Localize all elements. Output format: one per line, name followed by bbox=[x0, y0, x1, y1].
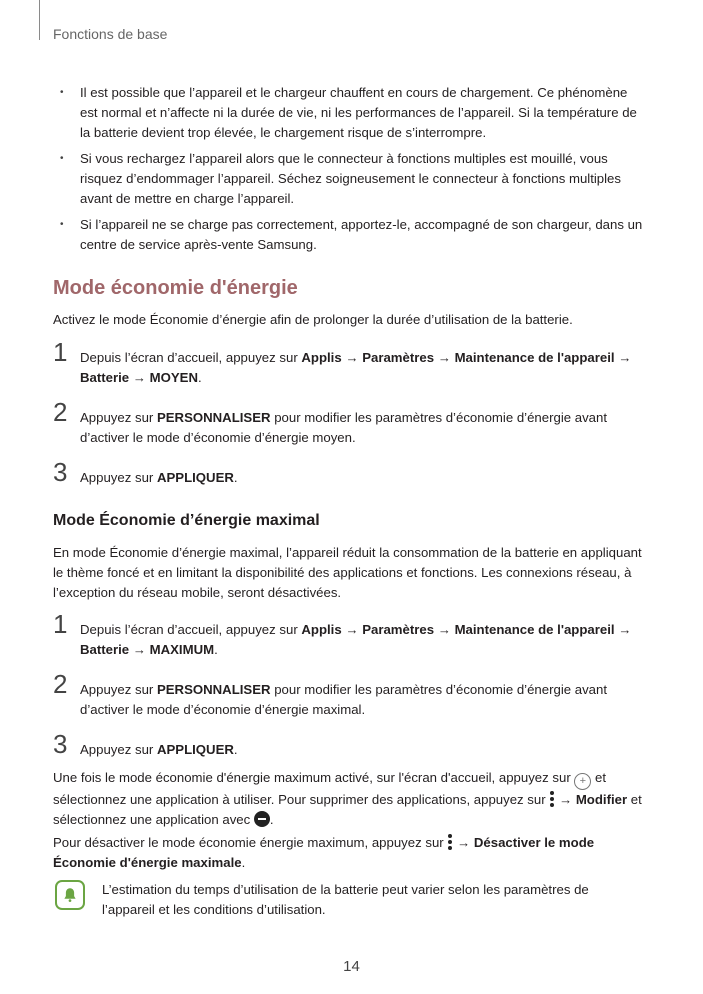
step-1 bbox=[53, 609, 653, 660]
subsection-heading: Mode Économie d’énergie maximal bbox=[53, 512, 320, 529]
step-text: Appuyez sur bbox=[80, 742, 157, 757]
bullet-item bbox=[58, 215, 648, 255]
step-text: . bbox=[197, 370, 202, 385]
menu-maintenance: Maintenance de l'appareil bbox=[454, 622, 615, 637]
arrow-icon: → bbox=[129, 642, 150, 657]
step-number: 2 bbox=[53, 669, 68, 699]
step-3 bbox=[53, 729, 653, 760]
bullet-text: Il est possible que l’appareil et le chargeur chauffent en cours de chargement. Ce phénomène est normal et n’affecte ni la durée de vie, ni les performances de l’appareil. Si la température de la batterie devient trop élevée, le chargement risque de s’interrompre. bbox=[80, 85, 637, 140]
para-text: . bbox=[269, 812, 274, 827]
step-2 bbox=[53, 669, 653, 720]
step-number: 1 bbox=[53, 609, 68, 639]
paragraph-deactivate bbox=[53, 833, 653, 873]
step-text: Appuyez sur bbox=[80, 682, 157, 697]
bullet-item bbox=[58, 149, 648, 209]
arrow-icon: → bbox=[341, 622, 363, 637]
more-options-icon bbox=[549, 791, 555, 807]
menu-applis: Applis bbox=[301, 350, 342, 365]
section-title: Fonctions de base bbox=[53, 26, 168, 42]
step-text: pour modifier les paramètres d’économie d’énergie avant d’activer le mode d’économie d’énergie moyen. bbox=[80, 410, 608, 445]
menu-batterie: Batterie bbox=[80, 642, 130, 657]
step-text: pour modifier les paramètres d’économie d’énergie avant d’activer le mode d’économie d’énergie maximal. bbox=[80, 682, 608, 717]
menu-batterie: Batterie bbox=[80, 370, 130, 385]
section-intro: Activez le mode Économie d’énergie afin de prolonger la durée d’utilisation de la batterie. bbox=[53, 312, 573, 327]
page-number: 14 bbox=[343, 958, 360, 975]
step-text: Depuis l’écran d’accueil, appuyez sur bbox=[80, 622, 302, 637]
step-text: . bbox=[233, 470, 238, 485]
arrow-icon: → bbox=[129, 370, 150, 385]
button-personnaliser: PERSONNALISER bbox=[156, 682, 271, 697]
arrow-icon: → bbox=[614, 350, 632, 365]
option-moyen: MOYEN bbox=[149, 370, 198, 385]
section-heading: Mode économie d'énergie bbox=[53, 277, 298, 299]
arrow-icon: → bbox=[434, 622, 455, 637]
bullet-icon: • bbox=[60, 87, 64, 98]
bullet-icon: • bbox=[60, 153, 64, 164]
menu-modifier: Modifier bbox=[575, 792, 628, 807]
step-text: Depuis l’écran d’accueil, appuyez sur bbox=[80, 350, 302, 365]
step-number: 3 bbox=[53, 729, 68, 759]
step-text: Appuyez sur bbox=[80, 470, 157, 485]
bullet-icon: • bbox=[60, 219, 64, 230]
menu-maintenance: Maintenance de l'appareil bbox=[454, 350, 615, 365]
para-text: Une fois le mode économie d'énergie maximum activé, sur l'écran d'accueil, appuyez sur bbox=[53, 770, 575, 785]
menu-deactivate-max: Désactiver le mode Économie d'énergie maximale bbox=[53, 835, 595, 870]
bullet-item bbox=[58, 83, 648, 143]
button-appliquer: APPLIQUER bbox=[156, 742, 234, 757]
header-divider bbox=[39, 0, 40, 40]
subsection-intro: En mode Économie d’énergie maximal, l’appareil réduit la consommation de la batterie en appliquant le thème foncé et en limitant la disponibilité des applications et fonctions. Les connexions réseau, à l’exception du réseau mobile, seront désactivées. bbox=[53, 545, 642, 600]
arrow-icon: → bbox=[434, 350, 455, 365]
note-text: L’estimation du temps d’utilisation de la batterie peut varier selon les paramètres de l’appareil et les conditions d’utilisation. bbox=[102, 882, 589, 917]
arrow-icon: → bbox=[341, 350, 363, 365]
step-text: . bbox=[214, 642, 218, 657]
add-icon: + bbox=[574, 773, 591, 790]
step-3 bbox=[53, 457, 653, 488]
bullet-text: Si vous rechargez l’appareil alors que le connecteur à fonctions multiples est mouillé, vous risquez d’endommager l’appareil. Séchez soigneusement le connecteur à fonctions multiples avant de mettre en charge l’appareil. bbox=[80, 151, 621, 206]
menu-parametres: Paramètres bbox=[362, 622, 435, 637]
arrow-icon: → bbox=[614, 622, 632, 637]
step-text: Appuyez sur bbox=[80, 410, 157, 425]
arrow-icon: → bbox=[555, 792, 576, 807]
step-number: 3 bbox=[53, 457, 68, 487]
button-appliquer: APPLIQUER bbox=[156, 470, 234, 485]
bullet-text: Si l’appareil ne se charge pas correctement, apportez-le, accompagné de son chargeur, dans un centre de service après-vente Samsung. bbox=[80, 217, 643, 252]
arrow-icon: → bbox=[453, 835, 474, 850]
para-text: et sélectionnez une application avec bbox=[53, 792, 642, 827]
para-text: . bbox=[241, 855, 246, 870]
para-text: et sélectionnez une application à utiliser. Pour supprimer des applications, appuyez sur bbox=[53, 770, 607, 807]
step-2 bbox=[53, 397, 653, 448]
step-1 bbox=[53, 337, 653, 388]
menu-applis: Applis bbox=[301, 622, 342, 637]
option-maximum: MAXIMUM bbox=[149, 642, 215, 657]
menu-parametres: Paramètres bbox=[362, 350, 435, 365]
para-text: Pour désactiver le mode économie énergie maximum, appuyez sur bbox=[53, 835, 448, 850]
bullet-list bbox=[58, 83, 648, 261]
more-options-icon bbox=[447, 834, 453, 850]
button-personnaliser: PERSONNALISER bbox=[156, 410, 271, 425]
paragraph-max-mode bbox=[53, 768, 653, 830]
step-number: 2 bbox=[53, 397, 68, 427]
step-text: . bbox=[233, 742, 238, 757]
bell-note-icon bbox=[55, 880, 85, 910]
step-number: 1 bbox=[53, 337, 68, 367]
remove-icon bbox=[254, 811, 270, 827]
